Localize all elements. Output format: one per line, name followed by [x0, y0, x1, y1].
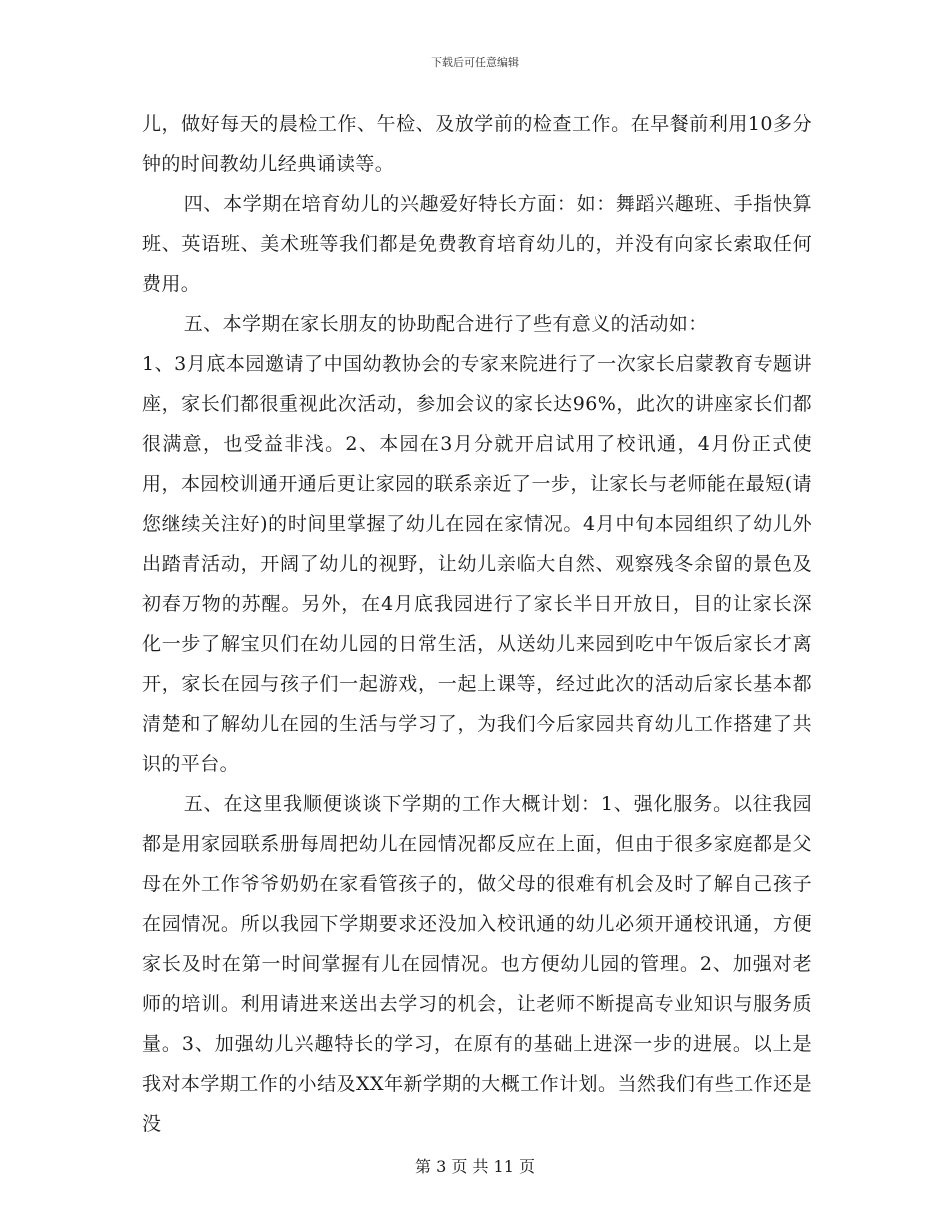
page-number: 第 3 页 共 11 页: [415, 1157, 535, 1176]
paragraph: 儿，做好每天的晨检工作、午检、及放学前的检查工作。在早餐前利用10多分钟的时间教幼儿经典诵读等。: [142, 113, 812, 175]
paragraph: 四、本学期在培育幼儿的兴趣爱好特长方面：如：舞蹈兴趣班、手指快算班、英语班、美术班等我们都是免费教育培育幼儿的，并没有向家长索取任何费用。: [142, 193, 812, 295]
paragraph: 1、3月底本园邀请了中国幼教协会的专家来院进行了一次家长启蒙教育专题讲座，家长们都很重视此次活动，参加会议的家长达96%，此次的讲座家长们都很满意，也受益非浅。2、本园在3月分就开启试用了校讯通，4月份正式使用，本园校训通开通后更让家园的联系亲近了一步，让家长与老师能在最短(请您继续关注好)的时间里掌握了幼儿在园在家情况。4月中旬本园组织了幼儿外出踏青活动，开阔了幼儿的视野，让幼儿亲临大自然、观察残冬余留的景色及初春万物的苏醒。另外，在4月底我园进行了家长半日开放日，目的让家长深化一步了解宝贝们在幼儿园的日常生活，从送幼儿来园到吃中午饭后家长才离开，家长在园与孩子们一起游戏，一起上课等，经过此次的活动后家长基本都清楚和了解幼儿在园的生活与学习了，为我们今后家园共育幼儿工作搭建了共识的平台。: [142, 353, 812, 775]
page-header: 下载后可任意编辑: [431, 56, 519, 69]
document-body: [142, 104, 812, 1144]
paragraph: 五、本学期在家长朋友的协助配合进行了些有意义的活动如：: [183, 313, 708, 335]
paragraph: 五、在这里我顺便谈谈下学期的工作大概计划：1、强化服务。以往我园都是用家园联系册每周把幼儿在园情况都反应在上面，但由于很多家庭都是父母在外工作爷爷奶奶在家看管孩子的，做父母的很难有机会及时了解自己孩子在园情况。所以我园下学期要求还没加入校讯通的幼儿必须开通校讯通，方便家长及时在第一时间掌握有儿在园情况。也方便幼儿园的管理。2、加强对老师的培训。利用请进来送出去学习的机会，让老师不断提高专业知识与服务质量。3、加强幼儿兴趣特长的学习，在原有的基础上进深一步的进展。以上是我对本学期工作的小结及XX年新学期的大概工作计划。当然我们有些工作还是没: [142, 793, 812, 1135]
